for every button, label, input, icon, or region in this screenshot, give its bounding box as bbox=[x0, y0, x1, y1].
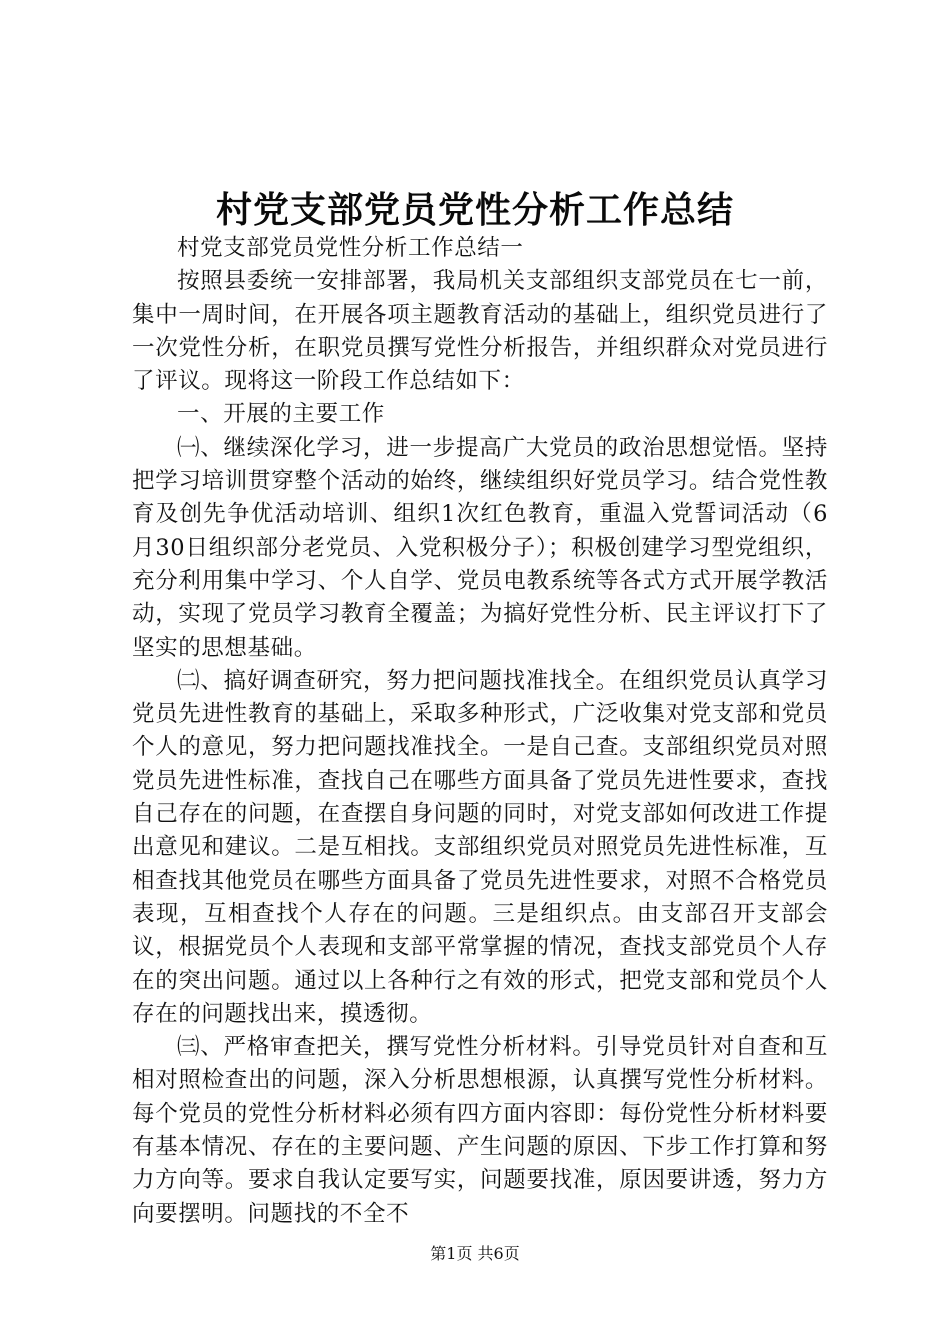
body-paragraph: ㈠、继续深化学习，进一步提高广大党员的政治思想觉悟。坚持把学习培训贯穿整个活动的始终，继续组织好党员学习。结合党性教育及创先争优活动培训、组织1次红色教育，重温入党誓词活动（6月30日组织部分老党员、入党积极分子）；积极创建学习型党组织，充分利用集中学习、个人自学、党员电教系统等各式方式开展学教活动，实现了党员学习教育全覆盖；为搞好党性分析、民主评议打下了坚实的思想基础。 bbox=[132, 434, 828, 661]
document-body bbox=[132, 232, 828, 1231]
section-heading: 一、开展的主要工作 bbox=[177, 401, 385, 428]
document-title: 村党支部党员党性分析工作总结 bbox=[215, 189, 734, 231]
body-paragraph: ㈢、严格审查把关，撰写党性分析材料。引导党员针对自查和互相对照检查出的问题，深入分析思想根源，认真撰写党性分析材料。每个党员的党性分析材料必须有四方面内容即：每份党性分析材料要有基本情况、存在的主要问题、产生问题的原因、下步工作打算和努力方向等。要求自我认定要写实，问题要找准，原因要讲透，努力方向要摆明。问题找的不全不 bbox=[132, 1034, 828, 1227]
body-paragraph: ㈡、搞好调查研究，努力把问题找准找全。在组织党员认真学习党员先进性教育的基础上，采取多种形式，广泛收集对党支部和党员个人的意见，努力把问题找准找全。一是自己查。支部组织党员对照党员先进性标准，查找自己在哪些方面具备了党员先进性要求，查找自己存在的问题，在查摆自身问题的同时，对党支部如何改进工作提出意见和建议。二是互相找。支部组织党员对照党员先进性标准，互相查找其他党员在哪些方面具备了党员先进性要求，对照不合格党员表现，互相查找个人存在的问题。三是组织点。由支部召开支部会议，根据党员个人表现和支部平常掌握的情况，查找支部党员个人存在的突出问题。通过以上各种行之有效的形式，把党支部和党员个人存在的问题找出来，摸透彻。 bbox=[132, 667, 828, 1027]
intro-paragraph: 按照县委统一安排部署，我局机关支部组织支部党员在七一前，集中一周时间，在开展各项主题教育活动的基础上，组织党员进行了一次党性分析，在职党员撰写党性分析报告，并组织群众对党员进行了评议。现将这一阶段工作总结如下： bbox=[132, 268, 828, 395]
page-footer: 第1页 共6页 bbox=[430, 1244, 520, 1263]
section-subtitle: 村党支部党员党性分析工作总结一 bbox=[177, 235, 524, 261]
